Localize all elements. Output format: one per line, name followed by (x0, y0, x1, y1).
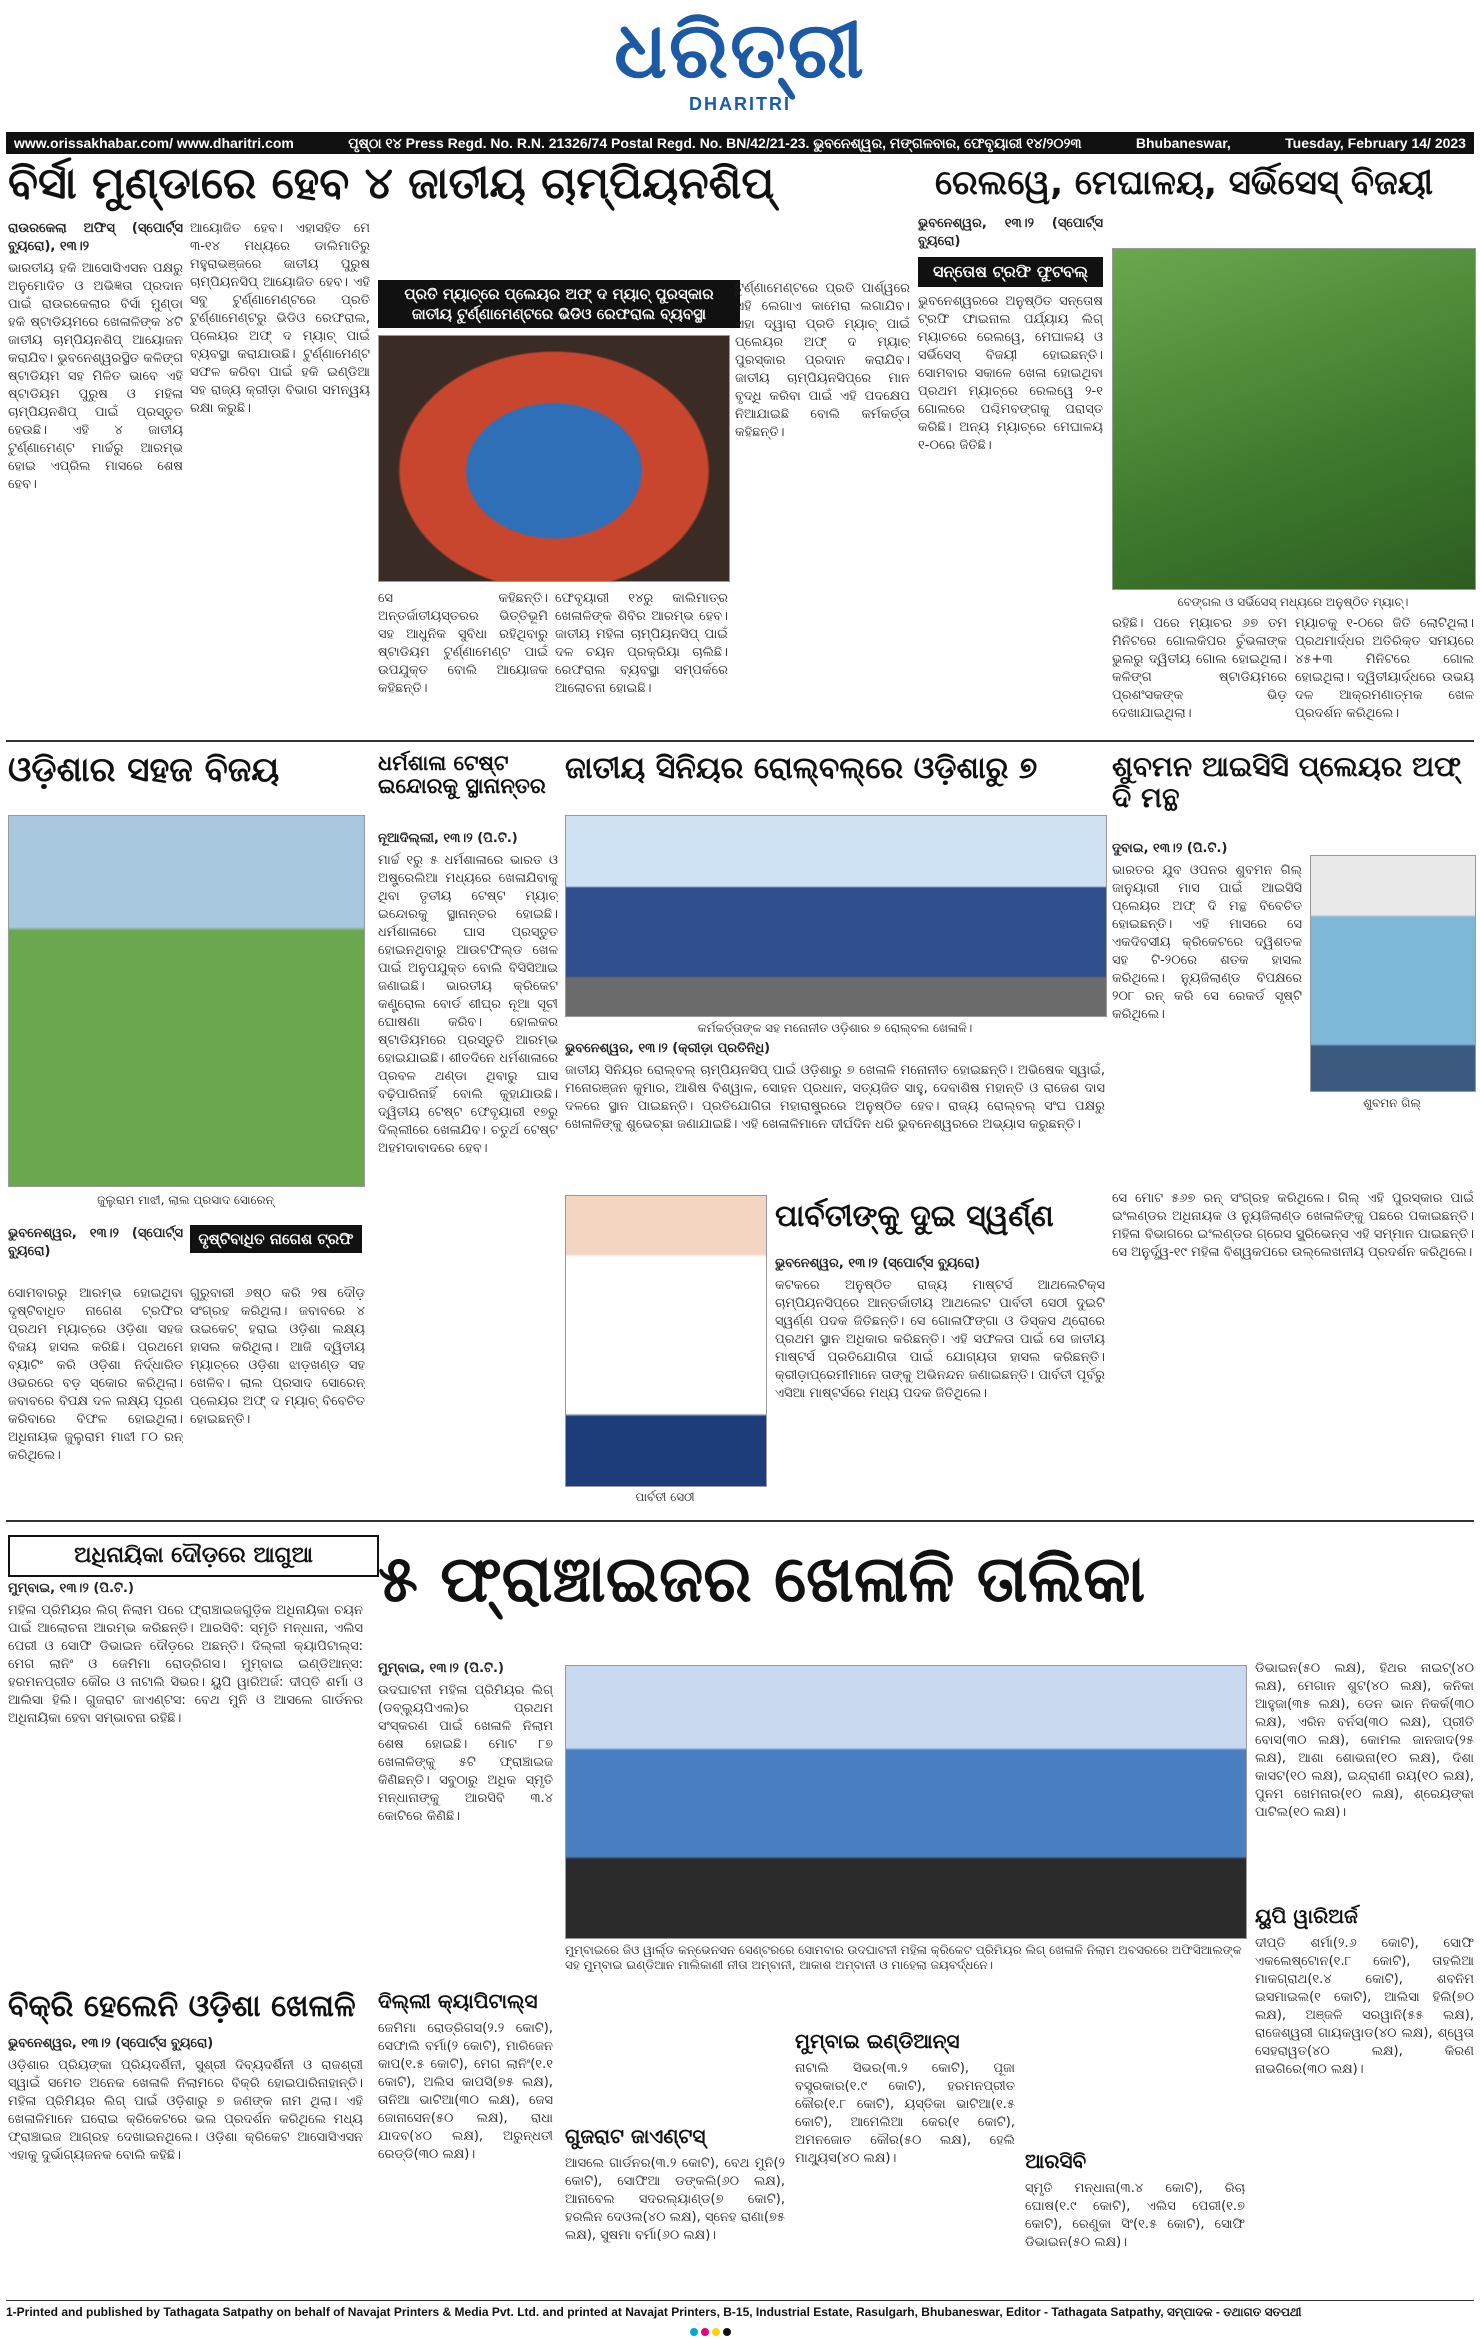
franchise-intro: ଉଦଘାଟନୀ ମହିଳା ପ୍ରିମିୟର ଲିଗ୍ (ଡବ୍ଲ୍ୟୁପିଏଲ)ର ପ୍ରଥମ ସଂସ୍କରଣ ପାଇଁ ଖେଳାଳି ନିଲାମ ଶେଷ ହୋଇଛି। ମୋଟ ୮୭ ଖେଳାଳିଙ୍କୁ ୫ଟି ଫ୍ରାଞ୍ଚାଇଜ କିଣିଛନ୍ତି। ସବୁଠାରୁ ଅଧିକ ସ୍ମୃତି ମନ୍ଧାନାଙ୍କୁ ଆରସିବି ୩.୪ କୋଟିରେ କିଣିଛି। (378, 1683, 553, 1824)
shubman-col1 (1112, 840, 1302, 1185)
wpl-auction-photo (565, 1665, 1247, 1939)
franchise-headline: ୫ ଫ୍ରାଞ୍ଚାଇଜର ଖେଳାଳି ତାଲିକା (378, 1543, 1146, 1617)
section-divider (6, 740, 1474, 742)
rcb-col (1025, 2180, 1245, 2290)
birsa-headline: ବିର୍ସା ମୁଣ୍ଡାରେ ହେବ ୪ ଜାତୀୟ ଚାମ୍ପିୟନଶିପ୍ (8, 158, 775, 209)
gujarat-body: ଆସଲେ ଗାର୍ଡନର(୩.୨ କୋଟି), ବେଥ ମୁନି(୨ କୋଟି), ସୋଫିଆ ଡଙ୍କଲି(୬୦ ଲକ୍ଷ), ଆନାବେଲ ସଦରଲ୍ୟାଣ୍ଡ(୭ କୋଟି), ହରଲିନ ଦେଓଲ(୪୦ ଲକ୍ଷ), ସ୍ନେହ ରାଣା(୭୫ ଲକ୍ଷ), ସୁଷମା ବର୍ମା(୬୦ ଲକ୍ଷ)। (565, 2156, 785, 2243)
imprint-footer (6, 2300, 1474, 2326)
birsa-body1: ଭାରତୀୟ ହକି ଆସୋସିଏସନ ପକ୍ଷରୁ ଅନୁମୋଦିତ ଓ ଅଭିଜ୍ଞତା ପ୍ରଦାନ ପାଇଁ ରାଉରକେଲାର ବିର୍ସା ମୁଣ୍ଡା ହକି ଷ୍ଟାଡିୟମରେ ଖେଳାଳିଙ୍କ ୪ଟି ଜାତୀୟ ଚାମ୍ପିୟନଶିପ୍ ଆୟୋଜନ କରାଯିବ। ଭୁବନେଶ୍ୱରସ୍ଥିତ କଳିଙ୍ଗ ଷ୍ଟାଡିୟମ ସହ ମିଳିତ ଭାବେ ଏହି ଷ୍ଟାଡିୟମ ପୁରୁଷ ଓ ମହିଳା ଚାମ୍ପିୟନଶିପ୍ ପାଇଁ ପ୍ରସ୍ତୁତ ହେଉଛି। ଏହି ୪ ଜାତୀୟ ଟୁର୍ଣ୍ଣାମେଣ୍ଟ ମାର୍ଚ୍ଚରୁ ଆରମ୍ଭ ହୋଇ ଏପ୍ରିଲ ମାସରେ ଶେଷ ହେବ। (8, 261, 183, 492)
logo-text: ଧରିତ୍ରୀ (614, 5, 866, 96)
railways-body4: ରହିଛି। ପରେ ମ୍ୟାଚର ୬୭ ତମ ମିନିଟରେ ଗୋଲକିପର ଚୁଁଭଳାଙ୍କ ଭୁଲରୁ ଦ୍ୱିତୀୟ ଗୋଲ ହୋଇଥିଲା। କଳିଙ୍ଗ ଷ୍ଟାଡିୟମରେ ପ୍ରଶଂସକଙ୍କ ଭିଡ଼ ଦେଖାଯାଇଥିଲା। (1112, 616, 1287, 721)
hockey-stadium-photo (378, 335, 730, 582)
captain-dateline: ମୁମ୍ବାଇ, ୧୩।୨ (ପି.ଟି.) (8, 1581, 134, 1596)
odisha-caption: ଜୁଲୁରାମ ମାଝୀ, ଲାଲ ପ୍ରସାଦ ସୋରେନ୍ (97, 1193, 274, 1207)
rollball-headline: ଜାତୀୟ ସିନିୟର ରୋଲ୍‌ବଲ୍‌ରେ ଓଡ଼ିଶାରୁ ୭ (565, 751, 1038, 786)
unsold-body: ଓଡ଼ିଶାର ପ୍ରିୟଙ୍କା ପ୍ରିୟଦର୍ଶିନୀ, ସୁଶ୍ରୀ ଦିବ୍ୟଦର୍ଶିନୀ ଓ ରାଜଶ୍ରୀ ସ୍ୱାଇଁ ସମେତ ଅନେକ ଖେଳାଳି ନିଲାମରେ ବିକ୍ରି ହୋଇପାରିନାହାନ୍ତି। ମହିଳା ପ୍ରିମିୟର ଲିଗ୍ ପାଇଁ ଓଡ଼ିଶାରୁ ୭ ଜଣଙ୍କ ନାମ ଥିଲା। ଏହି ଖେଳାଳିମାନେ ଘରୋଇ କ୍ରିକେଟରେ ଭଲ ପ୍ରଦର୍ଶନ କରିଥିଲେ ମଧ୍ୟ ଫ୍ରାଞ୍ଚାଇଜ ଆଗ୍ରହ ଦେଖାଇନଥିଲେ। ଓଡ଼ିଶା କ୍ରିକେଟ ଆସୋସିଏସନ ଏହାକୁ ଦୁର୍ଭାଗ୍ୟଜନକ ବୋଲି କହିଛି। (8, 2058, 363, 2163)
birsa-body2: ଆୟୋଜିତ ହେବ। ଏହାସହିତ ମେ ୩-୧୪ ମଧ୍ୟରେ ଡାଲିମାତିରୁ ମହୁରାଭଞ୍ଜରେ ଜାତୀୟ ପୁରୁଷ ଚାମ୍ପିୟନସିପ୍ ଆୟୋଜିତ ହେବ। ଏହି ସବୁ ଟୁର୍ଣ୍ଣାମେଣ୍ଟରେ ପ୍ରତି ଟୁର୍ଣ୍ଣାମେଣ୍ଟରୁ ଭିଡିଓ ରେଫରାଲ, ପ୍ଲେୟର ଅଫ୍ ଦ ମ୍ୟାଚ୍ ପାଇଁ ବ୍ୟବସ୍ଥା କରାଯାଉଛି। ଟୁର୍ଣ୍ଣାମେଣ୍ଟ ସଫଳ କରିବା ପାଇଁ ହକି ଇଣ୍ଡିଆ ସହ ରାଜ୍ୟ କ୍ରୀଡ଼ା ବିଭାଗ ସମନ୍ୱୟ ରକ୍ଷା କରୁଛି। (190, 221, 370, 416)
up-col (1255, 1935, 1474, 2290)
franchise-right-body: ଡିଭାଇନ(୫୦ ଲକ୍ଷ), ହିଥର ନାଇଟ୍(୪୦ ଲକ୍ଷ), ମେଗାନ ଶୁଟ(୪୦ ଲକ୍ଷ), କନିକା ଆହୁଜା(୩୫ ଲକ୍ଷ), ଡେନ ଭାନ ନିକର୍କ(୩୦ ଲକ୍ଷ), ଏରିନ ବର୍ନସ(୩୦ ଲକ୍ଷ), ପ୍ରୀତି ବୋସ(୩୦ ଲକ୍ଷ), କୋମଲ ଜାନଜାଦ(୨୫ ଲକ୍ଷ), ଆଶା ଶୋଭନା(୧୦ ଲକ୍ଷ), ଦିଶା କାସଟ(୧୦ ଲକ୍ଷ), ଇନ୍ଦ୍ରାଣୀ ରୟ(୧୦ ଲକ୍ଷ), ପୁନମ ଖେମନାର(୧୦ ଲକ୍ଷ), ଶ୍ରେୟଙ୍କା ପାଟିଲ(୧୦ ଲକ୍ଷ)। (1255, 1661, 1474, 1820)
registration-dot (723, 2328, 731, 2336)
shubman-photo (1310, 855, 1476, 1092)
shubman-body2: ସେ ମୋଟ ୫୬୭ ରନ୍ ସଂଗ୍ରହ କରିଥିଲେ। ଗିଲ୍ ଏହି ପୁରସ୍କାର ପାଇଁ ଇଂଲଣ୍ଡର ଅଧିନାୟକ ଓ ନ୍ୟୁଜିଲାଣ୍ଡ ଖେଳାଳିଙ୍କୁ ପଛରେ ପକାଇଛନ୍ତି। ମହିଳା ବିଭାଗରେ ଇଂଲଣ୍ଡର ଗ୍ରେସ ସ୍କ୍ରିଭେନ୍ସ ଏହି ସମ୍ମାନ ପାଇଛନ୍ତି। ସେ ଅନୁର୍ଦ୍ଧ୍ୱ-୧୯ ମହିଳା ବିଶ୍ୱକପରେ ଉଲ୍ଲେଖନୀୟ ପ୍ରଦର୍ଶନ କରିଥିଲେ। (1112, 1191, 1474, 1260)
franchise-intro-col (378, 1660, 553, 1980)
rollball-body: ଜାତୀୟ ସିନିୟର ରୋଲ୍‌ବଲ୍ ଚାମ୍ପିୟନସିପ୍ ପାଇଁ ଓଡ଼ିଶାରୁ ୭ ଖେଳାଳି ମନୋନୀତ ହୋଇଛନ୍ତି। ଅଭିଷେକ ସ୍ୱାଇଁ, ମନୋରଞ୍ଜନ କୁମାର, ଆଶିଷ ବିଶ୍ୱାଳ, ସୋହନ ପ୍ରଧାନ, ସତ୍ୟଜିତ ସାହୁ, ଦେବାଶିଷ ମହାନ୍ତି ଓ ରାଜେଶ ଦାସ ଦଳରେ ସ୍ଥାନ ପାଇଛନ୍ତି। ପ୍ରତିଯୋଗିତା ମହାରାଷ୍ଟ୍ରରେ ଅନୁଷ୍ଠିତ ହେବ। ରାଜ୍ୟ ରୋଲ୍‌ବଲ୍ ସଂଘ ପକ୍ଷରୁ ଖେଳାଳିଙ୍କୁ ଶୁଭେଚ୍ଛା ଜଣାଯାଇଛି। ଏହି ଖେଳାଳିମାନେ ଦୀର୍ଘଦିନ ଧରି ଭୁବନେଶ୍ୱରରେ ଅଭ୍ୟାସ କରୁଛନ୍ତି। (565, 1063, 1105, 1132)
birsa-boxed-highlight: ପ୍ରତି ମ୍ୟାଚ୍‌ରେ ପ୍ଲେୟର ଅଫ୍ ଦ ମ୍ୟାଚ୍ ପୁରସ୍କାର ଜାତୀୟ ଟୁର୍ଣ୍ଣାମେଣ୍ଟରେ ଭିଡିଓ ରେଫରାଲ ବ୍ୟବସ୍ଥା (378, 280, 740, 328)
railways-col1 (735, 280, 910, 705)
registration-line: ପୃଷ୍ଠା ୧୪ Press Regd. No. R.N. 21326/74 Postal Regd. No. BN/42/21-23. ଭୁବନେଶ୍ୱର, ମଙ୍ଗଳବାର, ଫେବୃୟାରୀ ୧୪/୨୦୨୩ (348, 134, 1082, 151)
parbati-headline: ପାର୍ବତୀଙ୍କୁ ଦୁଇ ସ୍ୱର୍ଣ୍ଣ (775, 1199, 1054, 1234)
rcb-body: ସ୍ମୃତି ମନ୍ଧାନା(୩.୪ କୋଟି), ରିଚା ଘୋଷ(୧.୯ କୋଟି), ଏଲିସ ପେରୀ(୧.୭ କୋଟି), ରେଣୁକା ସିଂ(୧.୫ କୋଟି), ସୋଫି ଡିଭାଇନ(୫୦ ଲକ୍ଷ)। (1025, 2181, 1245, 2250)
railways-col3 (1112, 615, 1287, 730)
parbati-caption: ପାର୍ବତୀ ସେଠୀ (635, 1490, 695, 1504)
odisha-dateline: ଭୁବନେଶ୍ୱର, ୧୩।୨ (ସ୍ପୋର୍ଟ୍ସ ବ୍ୟୁରୋ) (8, 1226, 183, 1259)
delhi-col (378, 2020, 553, 2290)
odisha-body1: ସୋମବାରରୁ ଆରମ୍ଭ ହୋଇଥିବା ଦୃଷ୍ଟିବାଧିତ ନାଗେଶ ଟ୍ରଫିର ପ୍ରଥମ ମ୍ୟାଚ୍‌ରେ ଓଡ଼ିଶା ସହଜ ବିଜୟ ହାସଲ କରିଛି। ପ୍ରଥମେ ବ୍ୟାଟିଂ କରି ଓଡ଼ିଶା ନିର୍ଦ୍ଧାରିତ ଓଭରରେ ବଡ଼ ସ୍କୋର କରିଥିଲା। ଜବାବରେ ବିପକ୍ଷ ଦଳ ଲକ୍ଷ୍ୟ ପୂରଣ କରିବାରେ ବିଫଳ ହୋଇଥିଲା। ଅଧିନାୟକ ଜୁଲୁରାମ ମାଝୀ ୮୦ ରନ୍ କରିଥିଲେ। (8, 1286, 183, 1463)
dharamshala-headline: ଧର୍ମଶାଳା ଟେଷ୍ଟ ଇନ୍ଦୋରକୁ ସ୍ଥାନାନ୍ତର (378, 751, 546, 799)
unsold-dateline: ଭୁବନେଶ୍ୱର, ୧୩।୨ (ସ୍ପୋର୍ଟ୍ସ ବ୍ୟୁରୋ) (8, 2036, 214, 2051)
dharamshala-body: ମାର୍ଚ୍ଚ ୧ରୁ ୫ ଧର୍ମଶାଳାରେ ଭାରତ ଓ ଅଷ୍ଟ୍ରେଲିଆ ମଧ୍ୟରେ ଖେଳାଯିବାକୁ ଥିବା ତୃତୀୟ ଟେଷ୍ଟ ମ୍ୟାଚ୍ ଇନ୍ଦୋରକୁ ସ୍ଥାନାନ୍ତର ହୋଇଛି। ଧର୍ମଶାଳାରେ ଘାସ ପ୍ରସ୍ତୁତ ହୋଇନଥିବାରୁ ଆଉଟଫିଲ୍ଡ ଖେଳ ପାଇଁ ଅନୁପଯୁକ୍ତ ବୋଲି ବିସିସିଆଇ ଜଣାଇଛି। ଭାରତୀୟ କ୍ରିକେଟ କଣ୍ଟ୍ରୋଲ ବୋର୍ଡ ଶୀଘ୍ର ନୂଆ ସୂଚୀ ଘୋଷଣା କରିବ। ହୋଲକର ଷ୍ଟାଡିୟମରେ ପ୍ରସ୍ତୁତି ଆରମ୍ଭ ହୋଇଯାଇଛି। ଶୀତଦିନେ ଧର୍ମଶାଳାରେ ପ୍ରବଳ ଥଣ୍ଡା ଥିବାରୁ ଘାସ ବଢ଼ିପାରିନାହିଁ ବୋଲି କୁହାଯାଉଛି। ଦ୍ୱିତୀୟ ଟେଷ୍ଟ ଫେବୃୟାରୀ ୧୭ରୁ ଦିଲ୍ଲୀରେ ଖେଳାଯିବ। ଚତୁର୍ଥ ଟେଷ୍ଟ ଅହମଦାବାଦରେ ହେବ। (378, 853, 558, 1156)
franchise-right-col (1255, 1660, 1474, 1900)
shubman-body1: ଭାରତର ଯୁବ ଓପନର ଶୁବମନ ଗିଲ୍ ଜାନୁୟାରୀ ମାସ ପାଇଁ ଆଇସିସି ପ୍ଲେୟର ଅଫ୍ ଦି ମନ୍ଥ ବିବେଚିତ ହୋଇଛନ୍ତି। ଏହି ମାସରେ ସେ ଏକଦିବସୀୟ କ୍ରିକେଟରେ ଦ୍ୱିଶତକ ସହ ଟି-୨୦ରେ ଶତକ ହାସଲ କରିଥିଲେ। ନ୍ୟୁଜିଲାଣ୍ଡ ବିପକ୍ଷରେ ୨୦୮ ରନ୍ କରି ସେ ରେକର୍ଡ ସୃଷ୍ଟି କରିଥିଲେ। (1112, 863, 1302, 1022)
info-bar (6, 132, 1474, 154)
captain-body: ମହିଳା ପ୍ରିମିୟର ଲିଗ୍ ନିଲାମ ପରେ ଫ୍ରାଞ୍ଚାଇଜଗୁଡ଼ିକ ଅଧିନାୟିକା ଚୟନ ପାଇଁ ଆଲୋଚନା ଆରମ୍ଭ କରିଛନ୍ତି। ଆରସିବି: ସ୍ମୃତି ମନ୍ଧାନା, ଏଲିସ ପେରୀ ଓ ସୋଫି ଡିଭାଇନ ଦୌଡ଼ରେ ଅଛନ୍ତି। ଦିଲ୍ଲୀ କ୍ୟାପିଟାଲ୍ସ: ମେଗ ଲାନିଂ ଓ ଜେମିମା ରୋଡ୍ରିଗସ। ମୁମ୍ବାଇ ଇଣ୍ଡିଆନ୍ସ: ହରମନପ୍ରୀତ କୌର ଓ ନାଟାଲି ସିଭର। ୟୁପି ୱାରିଅର୍ଜ: ଦୀପ୍ତି ଶର୍ମା ଓ ଆଲିସା ହିଲି। ଗୁଜରାଟ ଜାଏଣ୍ଟସ: ବେଥ ମୁନି ଓ ଆସଲେ ଗାର୍ଡନର ଅଧିନାୟିକା ହେବା ସମ୍ଭାବନା ରହିଛି। (8, 1603, 363, 1726)
odisha-headline: ଓଡ଼ିଶାର ସହଜ ବିଜୟ (8, 750, 280, 790)
website-link[interactable]: www.orissakhabar.com/ www.dharitri.com (14, 135, 294, 151)
birsa-col1 (8, 220, 183, 705)
dharamshala-dateline: ନୂଆଦିଲ୍ଲୀ, ୧୩।୨ (ପି.ଟି.) (378, 831, 518, 846)
delhi-heading: ଦିଲ୍ଲୀ କ୍ୟାପିଟାଲ୍ସ (378, 1989, 538, 2013)
up-body: ଦୀପ୍ତି ଶର୍ମା(୨.୬ କୋଟି), ସୋଫି ଏକଲେଷ୍ଟୋନ(୧.୮ କୋଟି), ତାହଲିଆ ମାକଗ୍ରାଥ(୧.୪ କୋଟି), ଶବନିମ ଇସମାଇଲ(୧ କୋଟି), ଆଲିସା ହିଲି(୭୦ ଲକ୍ଷ), ଅଞ୍ଜଳି ସରୱାନି(୫୫ ଲକ୍ଷ), ରାଜେଶ୍ୱରୀ ଗାୟକୱାଡ(୪୦ ଲକ୍ଷ), ଶ୍ୱେତା ସେହରାୱତ(୪୦ ଲକ୍ଷ), କିରଣ ନାଭଗିରେ(୩୦ ଲକ୍ଷ)। (1255, 1936, 1474, 2077)
odisha-body2: ଗୁରୁବାରୀ ୬ଷ୍ଠ କରି ୨ଷ ଦୌଡ଼ ସଂଗ୍ରହ କରିଥିଲା। ଜବାବରେ ୪ ଉଇକେଟ୍ ହରାଇ ଓଡ଼ିଶା ଲକ୍ଷ୍ୟ ହାସଲ କରିଥିଲା। ଆଜି ଦ୍ୱିତୀୟ ମ୍ୟାଚ୍‌ରେ ଓଡ଼ିଶା ଝାଡ଼ଖଣ୍ଡ ସହ ଖେଳିବ। ଲାଲ ପ୍ରସାଦ ସୋରେନ୍ ପ୍ଲେୟର ଅଫ୍ ଦ ମ୍ୟାଚ୍ ବିବେଚିତ ହୋଇଛନ୍ତି। (190, 1286, 365, 1427)
gujarat-col (565, 2155, 785, 2290)
registration-marks (690, 2328, 731, 2336)
rollball-dateline: ଭୁବନେଶ୍ୱର, ୧୩।୨ (କ୍ରୀଡ଼ା ପ୍ରତିନିଧି) (565, 1041, 771, 1056)
railways-body1: ଟୁର୍ଣ୍ଣାମେଣ୍ଟରେ ପ୍ରତି ପାର୍ଶ୍ୱରେ ଏହି ଲେଗାଏ କାମେରା ଲଗାଯିବ। ଏହା ଦ୍ୱାରା ପ୍ରତି ମ୍ୟାଚ୍ ପାଇଁ ପ୍ଲେୟର ଅଫ୍ ଦ ମ୍ୟାଚ୍ ପୁରସ୍କାର ପ୍ରଦାନ କରାଯିବ। ଜାତୀୟ ଚାମ୍ପିୟନସିପ୍‌ରେ ମାନ ବୃଦ୍ଧି କରିବା ପାଇଁ ଏହି ପଦକ୍ଷେପ ନିଆଯାଇଛି ବୋଲି କର୍ମକର୍ତ୍ତା କହିଛନ୍ତି। (735, 281, 910, 440)
birsa-col4 (555, 590, 728, 705)
odisha-col1 (8, 1285, 183, 1505)
up-heading: ୟୁପି ୱାରିଅର୍ଜ (1255, 1904, 1358, 1928)
parbati-dateline: ଭୁବନେଶ୍ୱର, ୧୩।୨ (ସ୍ପୋର୍ଟ୍ସ ବ୍ୟୁରୋ) (775, 1256, 981, 1271)
rollball-team-photo (565, 815, 1107, 1017)
mumbai-col (795, 2060, 1015, 2290)
captain-race-headline: ଅଧିନାୟିକା ଦୌଡ଼ରେ ଆଗୁଆ (8, 1535, 379, 1577)
birsa-body3: ସେ କହିଛନ୍ତି। ଅନ୍ତର୍ଜାତୀୟସ୍ତରର ଭିତ୍ତିଭୂମି ସହ ଆଧୁନିକ ସୁବିଧା ରହିଥିବାରୁ ଷ୍ଟାଡିୟମ ଟୁର୍ଣ୍ଣାମେଣ୍ଟ ପାଇଁ ଉପଯୁକ୍ତ ବୋଲି ଆୟୋଜକ କହିଛନ୍ତି। (378, 591, 548, 696)
odisha-col2 (190, 1285, 365, 1505)
birsa-col3 (378, 590, 548, 705)
masthead-logo (600, 5, 880, 118)
birsa-col2 (190, 220, 370, 705)
birsa-body4: ଫେବୃୟାରୀ ୧୪ରୁ କାଲିମାତ୍ର ଖେଳାଳିଙ୍କ ଶିବିର ଆରମ୍ଭ ହେବ। ଜାତୀୟ ମହିଳା ଚାମ୍ପିୟନସିପ୍ ପାଇଁ ଦଳ ଚୟନ ପ୍ରକ୍ରିୟା ଚାଲିଛି। ରେଫରାଲ ବ୍ୟବସ୍ଥା ସମ୍ପର୍କରେ ଆଲୋଚନା ହୋଇଛି। (555, 591, 728, 696)
railways-headline: ରେଲୱେ, ମେଘାଳୟ, ସର୍ଭିସେସ୍ ବିଜୟୀ (935, 163, 1434, 203)
rcb-heading: ଆରସିବି (1025, 2149, 1087, 2173)
mumbai-heading: ମୁମ୍ବାଇ ଇଣ୍ଡିଆନ୍ସ (795, 2029, 960, 2053)
parbati-medal-photo (565, 1195, 767, 1487)
railways-col4 (1295, 615, 1474, 730)
shubman-headline: ଶୁବମନ ଆଇସିସି ପ୍ଲେୟର ଅଫ୍ ଦି ମନ୍ଥ (1112, 750, 1461, 814)
registration-dot (712, 2328, 720, 2336)
unsold-col (8, 2035, 363, 2290)
section-divider-2 (6, 1520, 1474, 1522)
football-match-photo (1112, 248, 1476, 590)
rollball-caption: କର୍ମକର୍ତ୍ତାଙ୍କ ସହ ମନୋନୀତ ଓଡ଼ିଶାର ୭ ରୋଲ୍‌ବଲ ଖେଳାଳି। (697, 1021, 973, 1035)
registration-dot (701, 2328, 709, 2336)
railways-body5: ମ୍ୟାଚକୁ ୧-୦ରେ ଜିତି ଲୋଟିଥିଲା। ପ୍ରଥମାର୍ଦ୍ଧର ଅତିରିକ୍ତ ସମୟରେ ୪୫+୩ ମିନିଟରେ ଗୋଲ ହୋଇଥିଲା। ଦ୍ୱିତୀୟାର୍ଦ୍ଧରେ ଉଭୟ ଦଳ ଆକ୍ରମଣାତ୍ମକ ଖେଳ ପ୍ରଦର୍ଶନ କରିଥିଲେ। (1295, 616, 1474, 721)
football-caption: ବେଙ୍ଗଲ ଓ ସର୍ଭିସେସ୍ ମଧ୍ୟରେ ଅନୁଷ୍ଠିତ ମ୍ୟାଚ୍। (1177, 595, 1409, 609)
railways-body2: ଭୁବନେଶ୍ୱରରେ ଅନୁଷ୍ଠିତ ସନ୍ତୋଷ ଟ୍ରଫି ଫାଇନାଲ ପର୍ଯ୍ୟାୟ ଲିଗ୍ ମ୍ୟାଚରେ ରେଲୱେ, ମେଘାଳୟ ଓ ସର୍ଭିସେସ୍ ବିଜୟୀ ହୋଇଛନ୍ତି। ସୋମବାର ସକାଳେ ଖେଳା ହୋଇଥିବା ପ୍ରଥମ ମ୍ୟାଚ୍‌ରେ ରେଲୱେ ୨-୧ ଗୋଲରେ ପଶ୍ଚିମବଙ୍ଗକୁ ପରାସ୍ତ କରିଛି। ଅନ୍ୟ ମ୍ୟାଚ୍‌ରେ ମେଘାଳୟ ୧-୦ରେ ଜିତିଛି। (918, 294, 1103, 453)
shubman-caption: ଶୁବମନ ଗିଲ୍ (1363, 1096, 1421, 1110)
franchise-dateline: ମୁମ୍ବାଇ, ୧୩।୨ (ପି.ଟି.) (378, 1661, 504, 1676)
unsold-headline: ବିକ୍ରି ହେଲେନି ଓଡ଼ିଶା ଖେଳାଳି (8, 1989, 356, 2024)
issue-date: Tuesday, February 14/ 2023 (1285, 135, 1466, 151)
captain-col (8, 1580, 363, 1975)
parbati-body: କଟକରେ ଅନୁଷ୍ଠିତ ରାଜ୍ୟ ମାଷ୍ଟର୍ସ ଆଥଲେଟିକ୍ସ ଚାମ୍ପିୟନସିପ୍‌ରେ ଆନ୍ତର୍ଜାତୀୟ ଆଥଲେଟ ପାର୍ବତୀ ସେଠୀ ଦୁଇଟି ସ୍ୱର୍ଣ୍ଣ ପଦକ ଜିତିଛନ୍ତି। ସେ ଗୋଳାଫିଙ୍ଗା ଓ ଡିସ୍କସ ଥ୍ରୋରେ ପ୍ରଥମ ସ୍ଥାନ ଅଧିକାର କରିଛନ୍ତି। ଏହି ସଫଳତା ପାଇଁ ସେ ଜାତୀୟ ମାଷ୍ଟର୍ସ ପ୍ରତିଯୋଗିତା ପାଇଁ ଯୋଗ୍ୟତା ହାସଲ କରିଛନ୍ତି। କ୍ରୀଡ଼ାପ୍ରେମୀମାନେ ତାଙ୍କୁ ଅଭିନନ୍ଦନ ଜଣାଇଛନ୍ତି। ପାର୍ବତୀ ପୂର୍ବରୁ ଏସିଆ ମାଷ୍ଟର୍ସରେ ମଧ୍ୟ ପଦକ ଜିତିଥିଲେ। (775, 1278, 1105, 1401)
santosh-trophy-box: ସନ୍ତୋଷ ଟ୍ରଫି ଫୁଟବଲ୍ (918, 257, 1103, 287)
logo-subtitle: DHARITRI (689, 94, 791, 114)
imprint-text: 1-Printed and published by Tathagata Satpathy on behalf of Navajat Printers & Media Pvt. Ltd. and printed at Navajat Printers, B-15, Industrial Estate, Rasulgarh, Bhubaneswar, Editor - Tathagata Satpathy, ସମ୍ପାଦକ - ତଥାଗତ ସତପଥୀ (6, 2305, 1302, 2319)
registration-dot (690, 2328, 698, 2336)
auction-caption: ମୁମ୍ବାଇରେ ଜିଓ ୱାର୍ଲ୍ଡ କନ୍‌ଭେନସନ ସେଣ୍ଟରରେ ସୋମବାର ଉଦଘାଟନୀ ମହିଳା କ୍ରିକେଟ ପ୍ରିମିୟର ଲିଗ୍ ଖେଳାଳି ନିଲାମ ଅବସରରେ ଅଫିସିଆଲଙ୍କ ସହ ମୁମ୍ବାଇ ଇଣ୍ଡିଆନ ମାଲିକାଣୀ ନୀତା ଅମ୍ବାନୀ, ଆକାଶ ଅମ୍ବାନୀ ଓ ମାହେଲା ଜୟବର୍ଦ୍ଧନେ। (565, 1943, 1242, 1972)
city: Bhubaneswar, (1135, 135, 1231, 151)
railways-col2 (918, 215, 1103, 705)
delhi-body: ଜେମିମା ରୋଡ୍ରିଗସ(୨.୨ କୋଟି), ସେଫାଲି ବର୍ମା(୨ କୋଟି), ମାରିଜେନ କାପ(୧.୫ କୋଟି), ମେଗ ଲାନିଂ(୧.୧ କୋଟି), ଅଲିସ କାପସି(୭୫ ଲକ୍ଷ), ତାନିଆ ଭାଟିଆ(୩୦ ଲକ୍ଷ), ଜେସ ଜୋନାସେନ(୫୦ ଲକ୍ଷ), ରାଧା ଯାଦବ(୪୦ ଲକ୍ଷ), ଅରୁନ୍ଧତୀ ରେଡ୍ଡି(୩୦ ଲକ୍ଷ)। (378, 2021, 553, 2162)
nagesh-trophy-box: ଦୃଷ୍ଟିବାଧିତ ନାଗେଶ ଟ୍ରଫି (190, 1225, 362, 1253)
mumbai-body: ନାଟାଲି ସିଭର(୩.୨ କୋଟି), ପୂଜା ବସ୍ତ୍ରକାର(୧.୯ କୋଟି), ହରମନପ୍ରୀତ କୌର(୧.୮ କୋଟି), ୟସ୍ତିକା ଭାଟିଆ(୧.୫ କୋଟି), ଆମେଲିଆ କେର(୧ କୋଟି), ଅମନଜୋତ କୌର(୫୦ ଲକ୍ଷ), ହେଲି ମାଥ୍ୟୁସ(୪୦ ଲକ୍ଷ)। (795, 2061, 1015, 2166)
odisha-dateline-col (8, 1225, 183, 1260)
masthead (0, 0, 1480, 130)
shubman-col2 (1112, 1190, 1474, 1505)
shubman-dateline: ଦୁବାଇ, ୧୩।୨ (ପି.ଟି.) (1112, 841, 1228, 856)
dharamshala-col (378, 830, 558, 1505)
cricket-players-photo (8, 815, 365, 1187)
rollball-col (565, 1040, 1105, 1185)
parbati-col (775, 1255, 1105, 1505)
railways-dateline: ଭୁବନେଶ୍ୱର, ୧୩।୨ (ସ୍ପୋର୍ଟ୍ସ ବ୍ୟୁରୋ) (918, 216, 1103, 249)
birsa-dateline: ରାଉରକେଲା ଅଫିସ୍ (ସ୍ପୋର୍ଟ୍ସ ବ୍ୟୁରୋ), ୧୩।୨ (8, 221, 183, 254)
gujarat-heading: ଗୁଜରାଟ ଜାଏଣ୍ଟସ୍ (565, 2124, 706, 2148)
